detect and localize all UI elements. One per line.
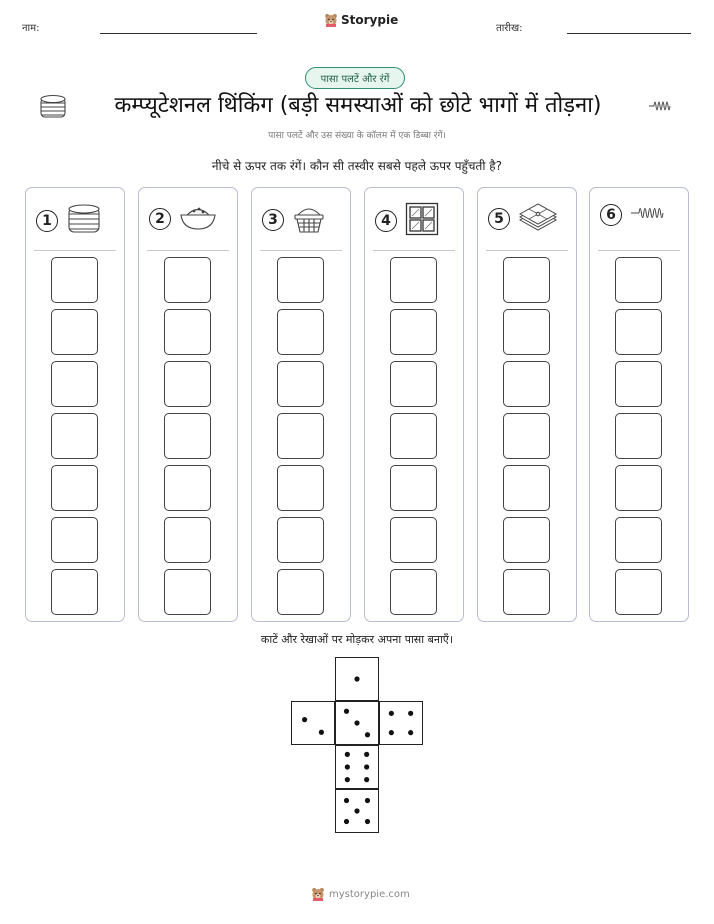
dice-pip (302, 717, 307, 722)
dice-face-3 (335, 701, 379, 745)
dice-column-4 (364, 187, 464, 622)
dice-pip (345, 764, 350, 769)
column-header (600, 202, 666, 228)
dice-pip (389, 730, 394, 735)
flour-bowl-icon (179, 202, 217, 236)
dice-pip (365, 819, 370, 824)
name-label: नाम: (22, 23, 40, 34)
color-box[interactable] (390, 309, 437, 355)
name-line[interactable] (100, 33, 257, 34)
date-label: तारीख: (496, 23, 523, 34)
brand-logo (324, 13, 398, 27)
column-header (149, 202, 217, 236)
dice-face-1 (335, 657, 379, 701)
color-box[interactable] (277, 465, 324, 511)
color-box[interactable] (277, 569, 324, 615)
column-divider (260, 250, 342, 251)
color-box[interactable] (164, 361, 211, 407)
column-header (488, 202, 558, 236)
color-box[interactable] (164, 257, 211, 303)
column-divider (486, 250, 568, 251)
color-box[interactable] (51, 257, 98, 303)
color-box[interactable] (615, 465, 662, 511)
dice-pip (345, 777, 350, 782)
dice-pip (364, 752, 369, 757)
color-box[interactable] (615, 413, 662, 459)
coin-stack-icon (66, 202, 102, 240)
color-box[interactable] (390, 569, 437, 615)
color-box[interactable] (503, 413, 550, 459)
date-line[interactable] (567, 33, 691, 34)
dice-pip (364, 764, 369, 769)
color-box[interactable] (164, 309, 211, 355)
color-box[interactable] (615, 569, 662, 615)
column-number: 5 (488, 208, 510, 230)
color-box[interactable] (503, 569, 550, 615)
column-number: 2 (149, 208, 171, 230)
column-divider (34, 250, 116, 251)
bear-mascot-icon (324, 13, 338, 27)
column-header (262, 202, 326, 238)
color-box[interactable] (51, 517, 98, 563)
column-header (36, 202, 102, 240)
column-header (375, 202, 439, 240)
color-box[interactable] (277, 309, 324, 355)
dice-column-3 (251, 187, 351, 622)
dice-pip (389, 711, 394, 716)
column-divider (598, 250, 680, 251)
dice-pip (354, 808, 359, 813)
dice-face-4 (379, 701, 423, 745)
dice-pip (365, 732, 370, 737)
dice-pip (354, 720, 359, 725)
column-number: 6 (600, 204, 622, 226)
column-number: 4 (375, 210, 397, 232)
basket-icon (292, 202, 326, 238)
spring-coil-icon (648, 96, 674, 116)
color-box[interactable] (51, 309, 98, 355)
color-box[interactable] (503, 361, 550, 407)
dice-pip (408, 730, 413, 735)
footer (311, 887, 410, 901)
dice-pip (345, 752, 350, 757)
bear-mascot-icon (311, 887, 325, 901)
brand-name: Storypie (341, 13, 399, 27)
dice-pip (319, 730, 324, 735)
column-divider (373, 250, 455, 251)
dice-pip (344, 709, 349, 714)
color-box[interactable] (615, 517, 662, 563)
color-box[interactable] (164, 569, 211, 615)
spring-coil-icon (630, 202, 666, 228)
dice-column-1 (25, 187, 125, 622)
instruction: नीचे से ऊपर तक रंगें। कौन सी तस्वीर सबसे पहले ऊपर पहुँचती है? (211, 159, 503, 173)
color-box[interactable] (51, 361, 98, 407)
color-box[interactable] (390, 257, 437, 303)
page-title: कम्प्यूटेशनल थिंकिंग (बड़ी समस्याओं को छोटे भागों में तोड़ना) (114, 93, 602, 118)
dice-column-6 (589, 187, 689, 622)
subtitle: पासा पलटें और उस संख्या के कॉलम में एक डिब्बा रंगें। (268, 131, 446, 141)
column-divider (147, 250, 229, 251)
color-box[interactable] (277, 361, 324, 407)
cut-instruction: काटें और रेखाओं पर मोड़कर अपना पासा बनाएँ। (260, 633, 454, 646)
dice-column-5 (477, 187, 577, 622)
dice-pip (408, 711, 413, 716)
color-box[interactable] (164, 465, 211, 511)
color-box[interactable] (51, 413, 98, 459)
dice-pip (364, 777, 369, 782)
dice-column-2 (138, 187, 238, 622)
color-box[interactable] (390, 413, 437, 459)
coin-stack-icon (38, 93, 68, 121)
column-number: 1 (36, 210, 58, 232)
footer-url: mystorypie.com (329, 888, 410, 900)
color-box[interactable] (51, 569, 98, 615)
dice-pip (354, 676, 359, 681)
color-box[interactable] (615, 361, 662, 407)
dice-face-6 (335, 745, 379, 789)
color-box[interactable] (51, 465, 98, 511)
color-box[interactable] (164, 413, 211, 459)
color-box[interactable] (503, 257, 550, 303)
color-box[interactable] (164, 517, 211, 563)
color-box[interactable] (277, 517, 324, 563)
color-box[interactable] (390, 517, 437, 563)
activity-badge: पासा पलटें और रंगें (305, 67, 405, 89)
color-box[interactable] (503, 309, 550, 355)
color-box[interactable] (615, 257, 662, 303)
color-box[interactable] (277, 413, 324, 459)
dice-pip (344, 798, 349, 803)
dice-face-5 (335, 789, 379, 833)
color-box[interactable] (390, 361, 437, 407)
gift-papers-icon (518, 202, 558, 236)
column-number: 3 (262, 209, 284, 231)
color-box[interactable] (503, 517, 550, 563)
dice-face-2 (291, 701, 335, 745)
color-box[interactable] (390, 465, 437, 511)
window-grid-icon (405, 202, 439, 240)
dice-pip (365, 798, 370, 803)
color-box[interactable] (277, 257, 324, 303)
color-box[interactable] (615, 309, 662, 355)
dice-pip (344, 819, 349, 824)
color-box[interactable] (503, 465, 550, 511)
